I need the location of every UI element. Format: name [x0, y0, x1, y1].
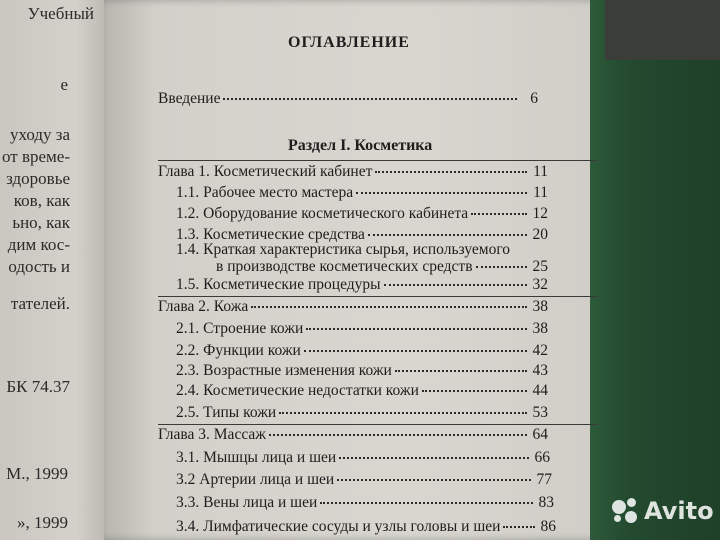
left-line: здоровье — [6, 169, 70, 188]
leader-dots — [279, 412, 527, 414]
toc-label: в производстве косметических средств — [216, 258, 473, 275]
leader-dots — [368, 234, 527, 236]
toc-page: 25 — [532, 258, 548, 275]
leader-dots — [223, 98, 517, 100]
toc-label: 1.5. Косметические процедуры — [176, 276, 381, 293]
toc-page: 38 — [532, 298, 548, 315]
toc-page: 32 — [532, 276, 548, 293]
toc-page: 86 — [540, 518, 556, 535]
toc-label: 1.3. Косметические средства — [176, 226, 365, 243]
toc-label: 1.2. Оборудование косметического кабинета — [176, 205, 469, 222]
left-line: », 1999 — [17, 513, 68, 532]
leader-dots — [384, 284, 527, 286]
toc-page: 83 — [538, 494, 554, 511]
left-line: Учебный — [27, 4, 94, 23]
avito-logo-icon — [612, 498, 640, 524]
toc-label: 3.2 Артерии лица и шеи — [176, 471, 335, 488]
toc-row — [176, 449, 550, 467]
toc-page: 44 — [532, 382, 548, 399]
toc-page: 66 — [534, 449, 550, 466]
toc-row — [176, 342, 548, 360]
toc-row — [158, 298, 548, 316]
toc-row — [176, 276, 548, 294]
toc-row — [176, 494, 554, 512]
toc-label: 3.4. Лимфатические сосуды и узлы головы и шеи — [176, 518, 501, 535]
toc-label: Глава 2. Кожа — [158, 298, 249, 315]
toc-label: Введение — [158, 90, 221, 107]
toc-row — [176, 184, 548, 202]
toc-page: 64 — [532, 426, 548, 443]
left-line: тателей. — [10, 294, 70, 313]
left-line: БК 74.37 — [6, 377, 70, 396]
toc-page: 11 — [533, 163, 548, 180]
avito-text: Avito — [644, 497, 714, 525]
left-line: уходу за — [9, 125, 70, 144]
toc-page: 12 — [532, 205, 548, 222]
toc-label: 2.1. Строение кожи — [176, 320, 304, 337]
toc-row — [176, 241, 548, 259]
leader-dots — [304, 350, 527, 352]
toc-row — [176, 404, 548, 422]
toc-label: Глава 1. Косметический кабинет — [158, 163, 373, 180]
toc-row — [216, 258, 548, 276]
toc-page: 43 — [532, 362, 548, 379]
left-line: М., 1999 — [6, 464, 68, 483]
left-line: ков, как — [13, 191, 70, 210]
avito-watermark — [612, 497, 714, 525]
left-line: ьно, как — [12, 213, 70, 232]
leader-dots — [471, 213, 527, 215]
toc-label: 3.1. Мышцы лица и шеи — [176, 449, 337, 466]
leader-dots — [422, 390, 527, 392]
leader-dots — [395, 370, 527, 372]
toc-page: 42 — [532, 342, 548, 359]
leader-dots — [337, 479, 531, 481]
leader-dots — [356, 192, 527, 194]
toc-label: 3.3. Вены лица и шеи — [176, 494, 318, 511]
toc-label: 1.1. Рабочее место мастера — [176, 184, 354, 201]
toc-row — [176, 362, 548, 380]
toc-page: 20 — [532, 226, 548, 243]
leader-dots — [320, 502, 533, 504]
toc-label: 1.4. Краткая характеристика сырья, используемого — [176, 241, 511, 258]
toc-heading: ОГЛАВЛЕНИЕ — [288, 34, 410, 51]
book-cover — [590, 0, 720, 540]
toc-label: 2.5. Типы кожи — [176, 404, 277, 421]
leader-dots — [306, 328, 527, 330]
toc-row — [158, 163, 548, 181]
leader-dots — [503, 526, 535, 528]
divider — [158, 424, 598, 425]
toc-row-intro — [158, 90, 538, 108]
toc-page: 53 — [532, 404, 548, 421]
divider — [158, 296, 598, 297]
toc-label: 2.4. Косметические недостатки кожи — [176, 382, 419, 399]
leader-dots — [251, 306, 527, 308]
leader-dots — [339, 457, 529, 459]
toc-page: 6 — [530, 90, 538, 107]
left-line: от време- — [2, 147, 70, 166]
leader-dots — [375, 171, 527, 173]
toc-row — [176, 320, 548, 338]
toc-row — [176, 205, 548, 223]
toc-row — [176, 518, 556, 536]
toc-page: 77 — [536, 471, 552, 488]
leader-dots — [476, 266, 527, 268]
toc-label: Глава 3. Массаж — [158, 426, 266, 443]
leader-dots — [269, 434, 527, 436]
left-line: дим кос- — [7, 235, 70, 254]
background-edge — [605, 0, 720, 60]
left-line: одость и — [8, 257, 70, 276]
toc-label: 2.3. Возрастные изменения кожи — [176, 362, 392, 379]
left-line: е — [60, 75, 68, 94]
left-page — [0, 0, 108, 540]
divider — [158, 160, 598, 161]
toc-label: 2.2. Функции кожи — [176, 342, 301, 359]
toc-page: 11 — [533, 184, 548, 201]
toc-row — [176, 382, 548, 400]
toc-row — [176, 471, 552, 489]
toc-row — [158, 426, 548, 444]
toc-page: 38 — [532, 320, 548, 337]
section-title: Раздел I. Косметика — [288, 137, 433, 154]
